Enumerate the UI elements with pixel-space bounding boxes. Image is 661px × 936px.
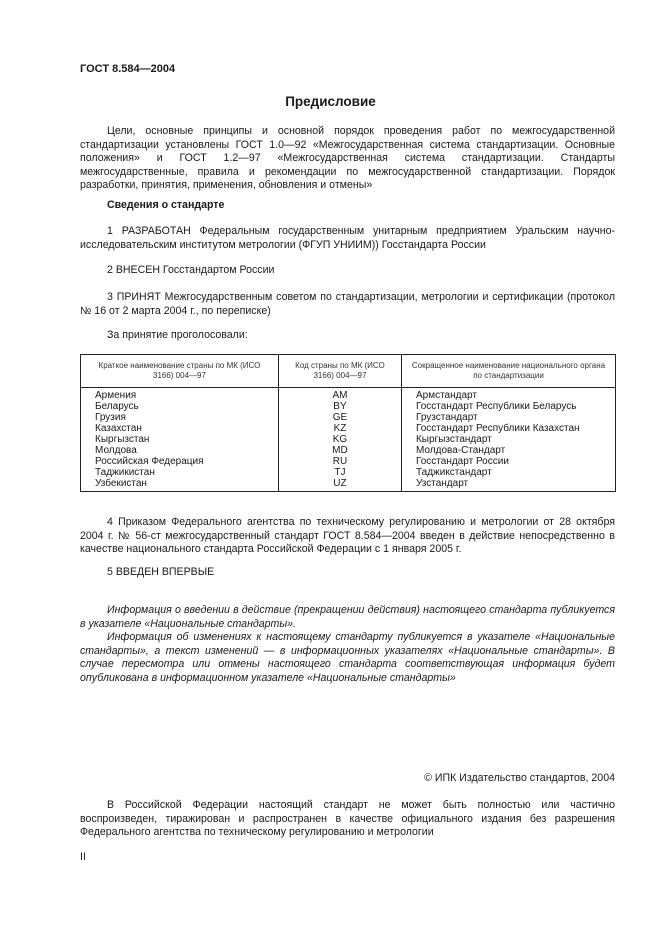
code-cell: GE: [278, 412, 401, 423]
item-5-line: 5 ВВЕДЕН ВПЕРВЫЕ: [107, 566, 215, 578]
code-cell: BY: [278, 401, 401, 412]
reproduction-notice: В Российской Федерации настоящий стандарт не может быть полностью или частично воспроизведен, тиражирован и распространен в качестве официального издания без разрешения Федерального агентства по техническому регулированию и метрологии: [80, 799, 615, 839]
table-row: [81, 467, 616, 478]
body-cell: Кыргызстандарт: [401, 434, 615, 445]
body-cell: Узстандарт: [401, 478, 615, 492]
intro-paragraph: Цели, основные принципы и основной порядок проведения работ по межгосударственной стандартизации установлены ГОСТ 1.0—92 «Межгосударственная система стандартизации. Основные положения» и ГОСТ 1.2—97 «Межгосударственная система стандартизации. Стандарты межгосударственные, правила и рекомендации по межгосударственной стандартизации. Порядок разработки, принятия, применения, обновления и отмены»: [80, 125, 615, 192]
body-cell: Госстандарт Республики Казахстан: [401, 423, 615, 434]
table-row: [81, 456, 616, 467]
item-2-line: 2 ВНЕСЕН Госстандартом России: [107, 264, 275, 276]
country-cell: Таджикистан: [81, 467, 279, 478]
country-cell: Узбекистан: [81, 478, 279, 492]
document-code: ГОСТ 8.584—2004: [80, 63, 176, 75]
col-header-body: Сокращенное наименование национального органа по стандартизации: [401, 355, 615, 388]
col-header-country: Краткое наименование страны по МК (ИСО 3166) 004—97: [81, 355, 279, 388]
code-cell: UZ: [278, 478, 401, 492]
table-header-row: [81, 355, 616, 388]
info-paragraph-1: Информация о введении в действие (прекращении действия) настоящего стандарта публикуется в указателе «Национальные стандарты».: [80, 604, 615, 630]
info-paragraph-2: Информация об изменениях к настоящему стандарту публикуется в указателе «Национальные стандарты», а текст изменений — в информационных указателях «Национальные стандарты». В случае пересмотра или отмены настоящего стандарта соответствующая информация будет опубликована в информационном указателе «Национальные стандарты»: [80, 631, 615, 684]
page-title: Предисловие: [285, 94, 376, 109]
table-row: [81, 445, 616, 456]
body-cell: Грузстандарт: [401, 412, 615, 423]
vote-line: За принятие проголосовали:: [107, 329, 248, 341]
country-cell: Российская Федерация: [81, 456, 279, 467]
table-row: [81, 412, 616, 423]
item-1-paragraph: 1 РАЗРАБОТАН Федеральным государственным унитарным предприятием Уральским научно-исследовательским институтом метрологии (ФГУП УНИИМ)) Госстандарта России: [80, 225, 615, 251]
body-cell: Молдова-Стандарт: [401, 445, 615, 456]
country-cell: Беларусь: [81, 401, 279, 412]
code-cell: TJ: [278, 467, 401, 478]
item-3-paragraph: 3 ПРИНЯТ Межгосударственным советом по стандартизации, метрологии и сертификации (протокол № 16 от 2 марта 2004 г., по переписке): [80, 291, 615, 317]
copyright-line: © ИПК Издательство стандартов, 2004: [424, 772, 615, 784]
country-cell: Кыргызстан: [81, 434, 279, 445]
country-cell: Молдова: [81, 445, 279, 456]
country-cell: Казахстан: [81, 423, 279, 434]
section-heading: Сведения о стандарте: [107, 199, 225, 211]
body-cell: Таджикстандарт: [401, 467, 615, 478]
code-cell: RU: [278, 456, 401, 467]
members-table: [80, 354, 616, 492]
code-cell: AM: [278, 388, 401, 402]
country-cell: Армения: [81, 388, 279, 402]
code-cell: MD: [278, 445, 401, 456]
body-cell: Армстандарт: [401, 388, 615, 402]
item-4-paragraph: 4 Приказом Федерального агентства по техническому регулированию и метрологии от 28 октября 2004 г. № 56-ст межгосударственный стандарт ГОСТ 8.584—2004 введен в действие непосредственно в качестве национального стандарта Российской Федерации с 1 января 2005 г.: [80, 516, 615, 556]
page-number: II: [80, 851, 86, 863]
table-row: [81, 388, 616, 402]
col-header-code: Код страны по МК (ИСО 3166) 004—97: [278, 355, 401, 388]
table-row: [81, 434, 616, 445]
body-cell: Госстандарт Республики Беларусь: [401, 401, 615, 412]
table-row: [81, 401, 616, 412]
table-row: [81, 478, 616, 492]
country-cell: Грузия: [81, 412, 279, 423]
code-cell: KG: [278, 434, 401, 445]
code-cell: KZ: [278, 423, 401, 434]
body-cell: Госстандарт России: [401, 456, 615, 467]
table-row: [81, 423, 616, 434]
